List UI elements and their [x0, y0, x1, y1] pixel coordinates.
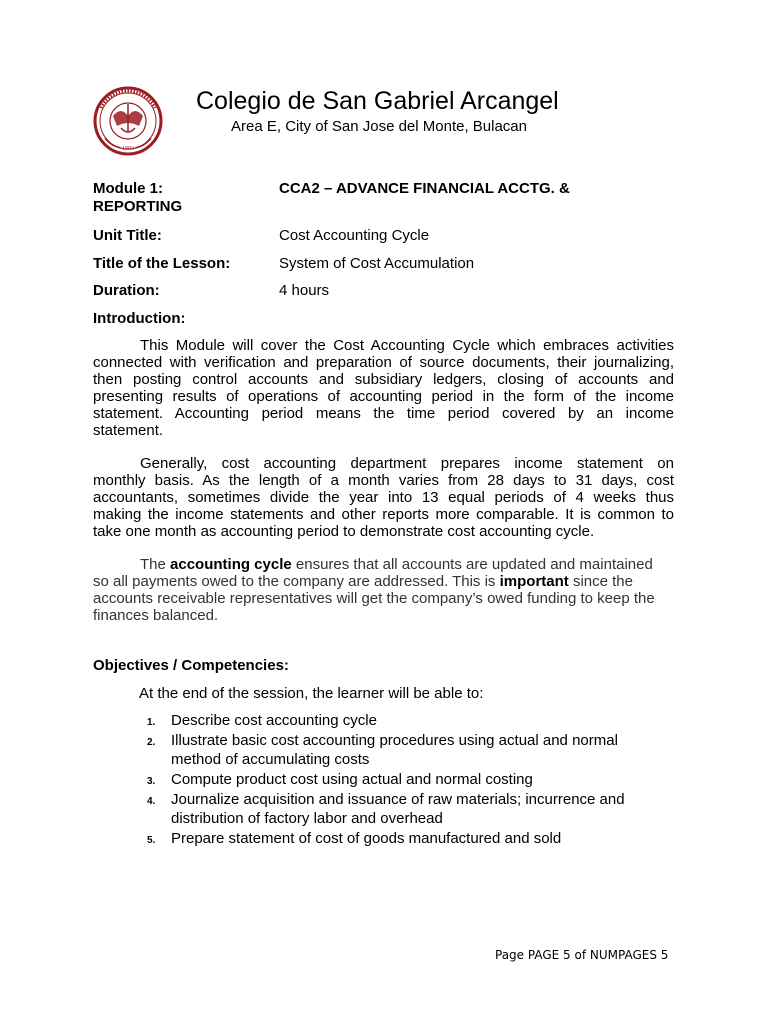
- p1-line: connected with verification and preparation of source documents, their journalizing,: [93, 354, 674, 371]
- p1-line: then posting control accounts and subsidiary ledgers, closing of accounts and: [93, 371, 674, 388]
- module-value-continued: REPORTING: [93, 198, 183, 215]
- p3-line: so all payments owed to the company are addressed. This is important since the: [93, 573, 633, 590]
- p1-line: presenting results of operations of accounting period in the form of the income: [93, 388, 674, 405]
- p1-line: This Module will cover the Cost Accounting Cycle which embraces activities: [140, 337, 674, 354]
- list-text-continued: distribution of factory labor and overhead: [171, 810, 443, 827]
- duration-label: Duration:: [93, 282, 160, 299]
- list-number: 1.: [147, 717, 156, 728]
- module-value: CCA2 – ADVANCE FINANCIAL ACCTG. &: [279, 180, 570, 197]
- p2-line: accountants, sometimes divide the year into 13 equal periods of 4 weeks thus: [93, 489, 674, 506]
- seal-year: 1993: [122, 146, 134, 152]
- p2-line: take one month as accounting period to demonstrate cost accounting cycle.: [93, 523, 595, 540]
- school-name: Colegio de San Gabriel Arcangel: [196, 87, 559, 115]
- list-item: [139, 731, 625, 769]
- page-footer: Page PAGE 5 of NUMPAGES 5: [495, 948, 669, 962]
- p3-line: accounts receivable representatives will get the company’s owed funding to keep the: [93, 590, 655, 607]
- lesson-title-label: Title of the Lesson:: [93, 255, 231, 272]
- p1-line: statement. Accounting period means the time period covered by an income: [93, 405, 674, 422]
- objectives-heading: Objectives / Competencies:: [93, 657, 289, 674]
- p3-line: The accounting cycle ensures that all accounts are updated and maintained: [140, 556, 653, 573]
- p2-line: Generally, cost accounting department prepares income statement on: [140, 455, 674, 472]
- introduction-heading: Introduction:: [93, 310, 186, 327]
- p2-line: making the income statements and other reports more comparable. It is common to: [93, 506, 674, 523]
- intro-paragraph-2: [93, 455, 674, 540]
- list-item: [139, 829, 625, 848]
- list-number: 5.: [147, 835, 156, 846]
- school-seal-logo: [91, 86, 165, 156]
- intro-paragraph-1: [93, 337, 674, 439]
- list-text: Prepare statement of cost of goods manufactured and sold: [171, 830, 562, 847]
- unit-title-label: Unit Title:: [93, 227, 162, 244]
- list-text: Compute product cost using actual and normal costing: [171, 771, 533, 788]
- list-text: Journalize acquisition and issuance of raw materials; incurrence and: [171, 791, 625, 808]
- p1-line: statement.: [93, 422, 164, 439]
- list-number: 2.: [147, 737, 156, 748]
- unit-title-value: Cost Accounting Cycle: [279, 227, 430, 244]
- list-number: 3.: [147, 776, 156, 787]
- list-item: [139, 711, 625, 730]
- module-label: Module 1:: [93, 180, 163, 197]
- list-item: [139, 770, 625, 789]
- list-item: [139, 790, 625, 828]
- intro-paragraph-3: [93, 556, 674, 624]
- lesson-title-value: System of Cost Accumulation: [279, 255, 475, 272]
- objectives-list: [139, 711, 625, 848]
- list-text-continued: method of accumulating costs: [171, 751, 370, 768]
- duration-value: 4 hours: [279, 282, 330, 299]
- objectives-intro: At the end of the session, the learner will be able to:: [139, 685, 484, 702]
- p3-line: finances balanced.: [93, 607, 219, 624]
- list-number: 4.: [147, 796, 156, 807]
- list-text: Illustrate basic cost accounting procedures using actual and normal: [171, 732, 618, 749]
- list-text: Describe cost accounting cycle: [171, 712, 377, 729]
- p2-line: monthly basis. As the length of a month varies from 28 days to 31 days, cost: [93, 472, 674, 489]
- school-address: Area E, City of San Jose del Monte, Bulacan: [231, 118, 527, 135]
